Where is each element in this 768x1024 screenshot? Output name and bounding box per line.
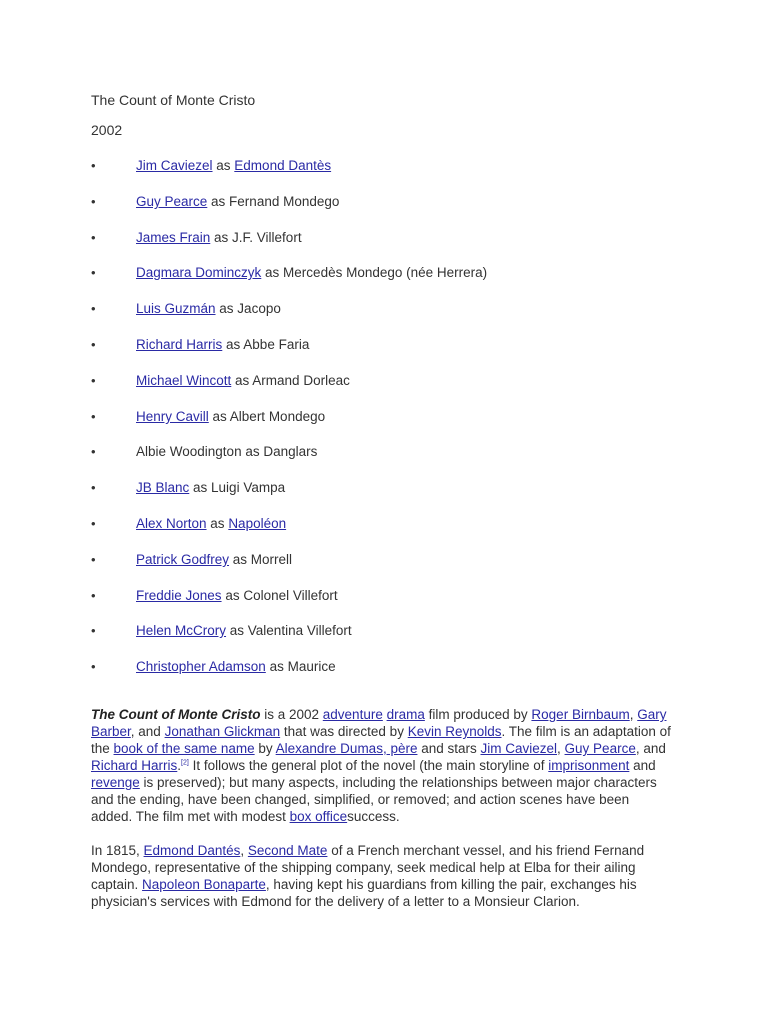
cast-list-item [0,192,700,212]
actor-link[interactable]: Jim Caviezel [136,158,213,173]
actor-link[interactable]: Luis Guzmán [136,301,216,316]
text-run: , [557,741,565,756]
link-edmond-dantes[interactable]: Edmond Dantés [143,843,241,858]
cast-list-item [0,550,700,570]
actor-link[interactable]: Christopher Adamson [136,659,266,674]
link-box-office[interactable]: box office [289,809,348,824]
link-book-of-the-same-name[interactable]: book of the same name [113,741,255,756]
text-run: , and [130,724,165,739]
bullet-icon: • [91,588,96,603]
actor-link[interactable]: JB Blanc [136,480,190,495]
cast-entry [136,407,325,427]
cast-list-item [0,335,700,355]
actor-link[interactable]: Guy Pearce [136,194,208,209]
cast-entry [136,299,281,319]
text-run: that was directed by [280,724,408,739]
bullet-icon: • [91,480,96,495]
cast-entry [136,621,352,641]
bullet-icon: • [91,659,96,674]
role-text: as Colonel Villefort [221,588,338,603]
text-run: is a 2002 [260,707,323,722]
cast-list-item [0,407,700,427]
plot-paragraph [91,842,671,910]
cast-list-item [0,371,700,391]
role-link[interactable]: Edmond Dantès [234,158,332,173]
role-text: as Luigi Vampa [189,480,286,495]
text-run: is preserved); but many aspects, including the relationships between major characters and the ending, have been changed, simplified, or removed; and action scenes have been added. The film met with modest [91,775,657,824]
document-title: The Count of Monte Cristo [91,92,256,108]
cast-list-item [0,299,700,319]
cast-entry [136,192,339,212]
bullet-icon: • [91,337,96,352]
link-napoleon-bonaparte[interactable]: Napoleon Bonaparte [142,877,266,892]
actor-link[interactable]: Richard Harris [136,337,223,352]
role-text: as Morrell [229,552,293,567]
bullet-icon: • [91,552,96,567]
role-text: as [206,516,229,531]
cast-entry [136,335,309,355]
cast-list-item [0,228,700,248]
cast-entry [136,263,487,283]
role-text: as Danglars [241,444,318,459]
cast-list-item [0,514,700,534]
link-alexandre-dumas[interactable]: Alexandre Dumas, père [275,741,418,756]
link-jim-caviezel-para[interactable]: Jim Caviezel [480,741,558,756]
reference-marker[interactable]: [2] [181,759,189,767]
cast-entry [136,228,302,248]
link-roger-birnbaum[interactable]: Roger Birnbaum [531,707,630,722]
role-text: as Valentina Villefort [226,623,352,638]
bullet-icon: • [91,194,96,209]
film-year: 2002 [91,122,123,138]
link-imprisonment[interactable]: imprisonment [548,758,630,773]
text-run: , [629,707,638,722]
bullet-icon: • [91,373,96,388]
link-guy-pearce-para[interactable]: Guy Pearce [564,741,636,756]
cast-entry [136,514,286,534]
cast-entry [136,156,331,176]
text-run: , having kept his guardians from killing the pair, exchanges his physician's services with Edmond for the delivery of a letter to a Monsieur Clarion. [91,877,637,909]
link-kevin-reynolds[interactable]: Kevin Reynolds [407,724,502,739]
bullet-icon: • [91,230,96,245]
cast-entry [136,550,292,570]
text-run: In 1815, [91,843,144,858]
text-run: . The film is an adaptation of the [91,724,671,756]
link-gary-barber[interactable]: Gary Barber [91,707,667,739]
cast-entry [136,371,350,391]
cast-list-item [0,478,700,498]
bullet-icon: • [91,444,96,459]
role-text: as [212,158,235,173]
actor-link[interactable]: Henry Cavill [136,409,209,424]
role-text: as Fernand Mondego [207,194,340,209]
role-text: as Maurice [265,659,336,674]
text-run: success. [347,809,400,824]
role-text: as J.F. Villefort [210,230,302,245]
bullet-icon: • [91,409,96,424]
text-run: by [254,741,276,756]
text-run: It follows the general plot of the novel (the main storyline of [188,758,549,773]
cast-entry [136,478,285,498]
actor-name: Albie Woodington [136,444,242,459]
actor-link[interactable]: Dagmara Dominczyk [136,265,262,280]
intro-paragraph [91,706,671,825]
cast-entry [136,586,338,606]
link-jonathan-glickman[interactable]: Jonathan Glickman [164,724,281,739]
bullet-icon: • [91,301,96,316]
actor-link[interactable]: Freddie Jones [136,588,222,603]
text-run: . [177,758,182,773]
link-drama[interactable]: drama [386,707,425,722]
cast-list-item [0,657,700,677]
link-revenge[interactable]: revenge [91,775,140,790]
bullet-icon: • [91,623,96,638]
role-text: as Jacopo [215,301,281,316]
role-text: as Abbe Faria [222,337,310,352]
role-text: as Mercedès Mondego (née Herrera) [261,265,488,280]
link-second-mate[interactable]: Second Mate [247,843,328,858]
cast-entry [136,657,336,677]
cast-list-item [0,263,700,283]
role-text: as Albert Mondego [208,409,326,424]
bullet-icon: • [91,158,96,173]
actor-link[interactable]: Helen McCrory [136,623,227,638]
text-run: and [629,758,656,773]
actor-link[interactable]: Alex Norton [136,516,207,531]
role-link[interactable]: Napoléon [228,516,287,531]
cast-list-item [0,621,700,641]
actor-link[interactable]: James Frain [136,230,211,245]
actor-link[interactable]: Patrick Godfrey [136,552,230,567]
link-adventure[interactable]: adventure [322,707,383,722]
bullet-icon: • [91,516,96,531]
text-run: and stars [417,741,481,756]
cast-entry [136,442,317,462]
text-run: of a French merchant vessel, and his friend Fernand Mondego, representative of the shipping company, seek medical help at Elba for their ailing captain. [91,843,645,892]
text-run: , and [635,741,666,756]
actor-link[interactable]: Michael Wincott [136,373,232,388]
link-richard-harris-para[interactable]: Richard Harris [91,758,178,773]
role-text: as Armand Dorleac [231,373,350,388]
cast-list-item [0,156,700,176]
bold-film-title: The Count of Monte Cristo [91,707,261,722]
cast-list-item [0,442,700,462]
cast-list-item [0,586,700,606]
text-run: , [240,843,248,858]
text-run: film produced by [424,707,532,722]
bullet-icon: • [91,265,96,280]
